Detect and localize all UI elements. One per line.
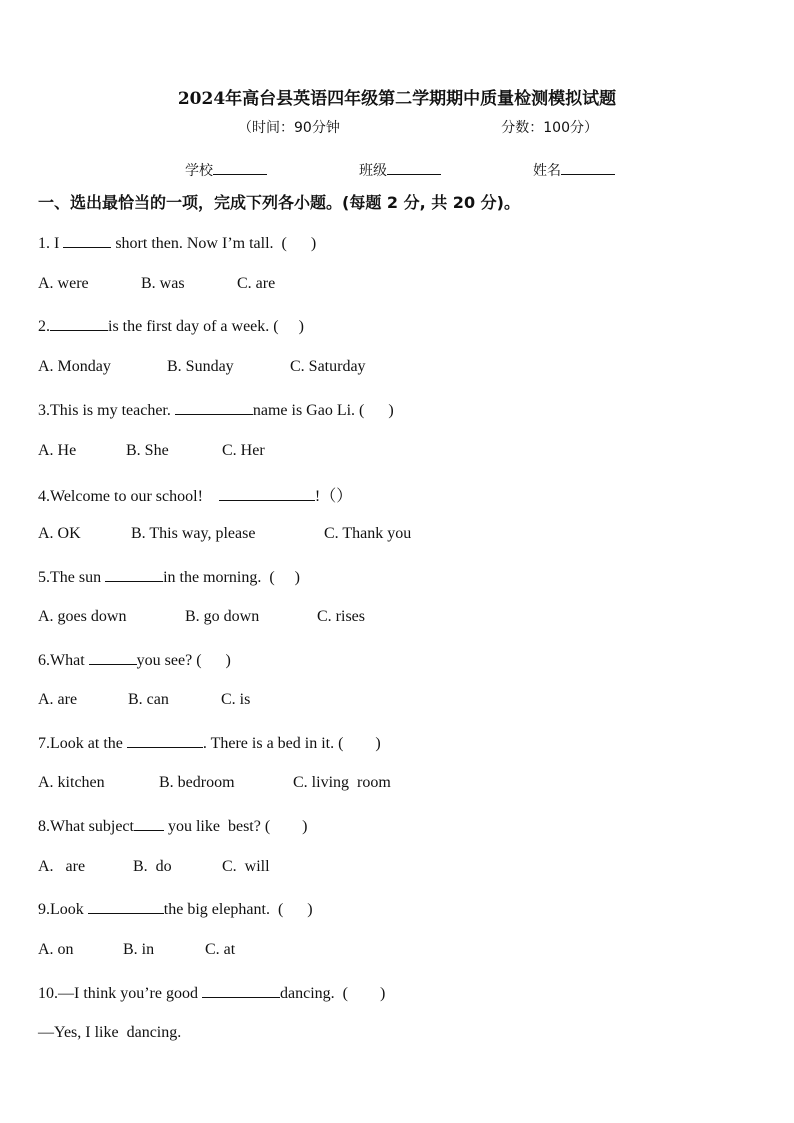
option-a[interactable]: A. kitchen <box>38 774 105 791</box>
answer-blank[interactable] <box>105 567 163 582</box>
answer-blank[interactable] <box>127 733 203 748</box>
option-a[interactable]: A. are <box>38 858 86 875</box>
question-text: . There is a bed in it. ( ) <box>202 735 381 752</box>
answer-blank[interactable] <box>219 486 315 501</box>
option-c[interactable]: C. is <box>221 691 251 708</box>
options-8 <box>38 858 270 876</box>
exam-title: 2024年高台县英语四年级第二学期期中质量检测模拟试题 <box>177 89 617 109</box>
option-c[interactable]: C. rises <box>317 608 365 625</box>
answer-blank[interactable] <box>175 400 253 415</box>
school-label: 学校 <box>185 163 213 179</box>
question-text: !（） <box>314 488 353 505</box>
question-8 <box>38 816 308 836</box>
option-a[interactable]: A. Monday <box>38 358 111 375</box>
exam-subtitle <box>238 117 598 137</box>
question-4 <box>38 483 352 506</box>
option-a[interactable]: A. goes down <box>38 608 127 625</box>
question-text: short then. Now I’m tall. ( ) <box>111 235 317 252</box>
class-field <box>359 160 441 180</box>
answer-blank[interactable] <box>50 316 108 331</box>
question-7 <box>38 733 381 753</box>
option-b[interactable]: B. This way, please <box>131 525 256 542</box>
question-10 <box>38 983 385 1003</box>
question-text: 7.Look at the <box>38 735 127 752</box>
options-2 <box>38 358 366 376</box>
question-text: you like best? ( ) <box>163 818 308 835</box>
question-2 <box>38 316 304 336</box>
option-a[interactable]: A. are <box>38 691 78 708</box>
exam-time: （时间：90分钟 <box>238 120 340 136</box>
option-b[interactable]: B. can <box>128 691 169 708</box>
option-b[interactable]: B. She <box>126 442 169 459</box>
option-c[interactable]: C. are <box>237 275 276 292</box>
option-b[interactable]: B. in <box>123 941 155 958</box>
class-label: 班级 <box>359 163 387 179</box>
question-text: 4.Welcome to our school! <box>38 488 219 505</box>
option-c[interactable]: C. will <box>222 858 270 875</box>
question-text: 2. <box>38 318 50 335</box>
section-heading: 一、选出最恰当的一项，完成下列各小题。(每题 2 分, 共 20 分)。 <box>38 193 520 212</box>
option-c[interactable]: C. Her <box>222 442 265 459</box>
question-text: 10.—I think you’re good <box>38 985 202 1002</box>
question-5 <box>38 567 300 587</box>
question-10-reply: —Yes, I like dancing. <box>38 1024 182 1041</box>
option-a[interactable]: A. on <box>38 941 74 958</box>
name-field <box>533 160 615 180</box>
options-4 <box>38 525 411 543</box>
question-text: dancing. ( ) <box>279 985 386 1002</box>
exam-score: 分数：100分） <box>501 120 598 136</box>
option-c[interactable]: C. Thank you <box>324 525 412 542</box>
answer-blank[interactable] <box>63 233 111 248</box>
student-info-row <box>185 160 615 180</box>
option-a[interactable]: A. OK <box>38 525 81 542</box>
question-text: you see? ( ) <box>136 652 231 669</box>
question-text: 3.This is my teacher. <box>38 402 175 419</box>
name-label: 姓名 <box>533 163 561 179</box>
options-1 <box>38 275 275 293</box>
option-c[interactable]: C. at <box>205 941 236 958</box>
options-9 <box>38 941 235 959</box>
class-blank[interactable] <box>387 160 441 175</box>
question-text: 8.What subject <box>38 818 134 835</box>
question-3 <box>38 400 394 420</box>
answer-blank[interactable] <box>89 650 137 665</box>
options-7 <box>38 774 391 792</box>
answer-blank[interactable] <box>134 816 164 831</box>
question-text: the big elephant. ( ) <box>163 901 313 918</box>
answer-blank[interactable] <box>202 983 280 998</box>
option-a[interactable]: A. were <box>38 275 89 292</box>
option-b[interactable]: B. Sunday <box>167 358 234 375</box>
question-text: name is Gao Li. ( ) <box>252 402 394 419</box>
question-text: 5.The sun <box>38 569 106 586</box>
options-6 <box>38 691 250 709</box>
name-blank[interactable] <box>561 160 615 175</box>
option-c[interactable]: C. Saturday <box>290 358 366 375</box>
answer-blank[interactable] <box>88 899 164 914</box>
option-a[interactable]: A. He <box>38 442 77 459</box>
option-b[interactable]: B. do <box>133 858 172 875</box>
option-c[interactable]: C. living room <box>293 774 391 791</box>
school-blank[interactable] <box>213 160 267 175</box>
option-b[interactable]: B. bedroom <box>159 774 235 791</box>
option-b[interactable]: B. go down <box>185 608 260 625</box>
question-text: 9.Look <box>38 901 88 918</box>
question-9 <box>38 899 313 919</box>
school-field <box>185 160 267 180</box>
options-3 <box>38 442 265 460</box>
question-1 <box>38 233 316 253</box>
question-text: in the morning. ( ) <box>163 569 300 586</box>
options-5 <box>38 608 365 626</box>
question-text: is the first day of a week. ( ) <box>108 318 304 335</box>
question-text: 6.What <box>38 652 89 669</box>
option-b[interactable]: B. was <box>141 275 185 292</box>
question-6 <box>38 650 231 670</box>
question-text: 1. I <box>38 235 64 252</box>
